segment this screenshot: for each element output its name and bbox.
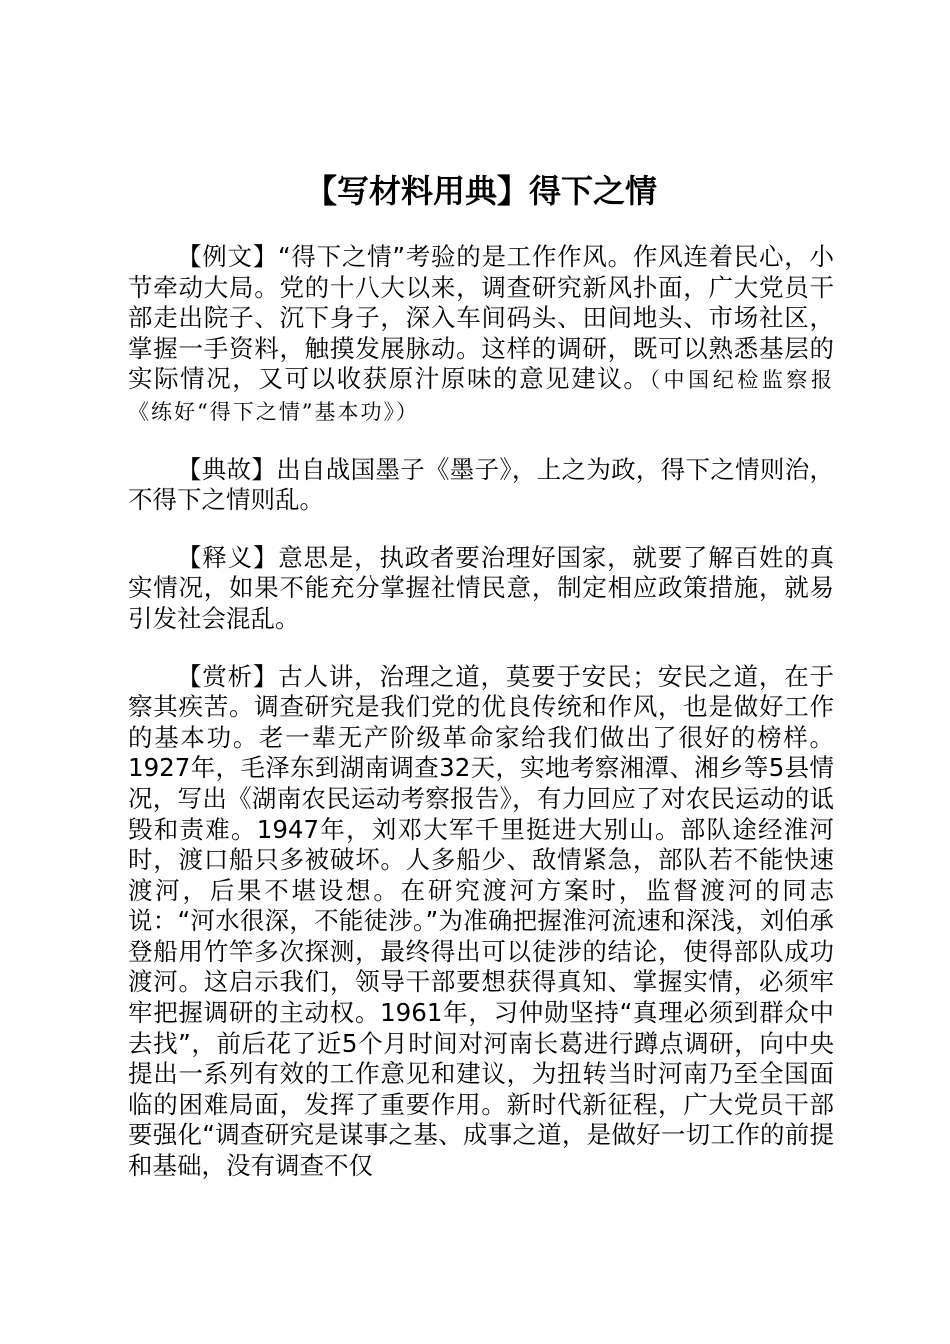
analysis-tag: 【赏析】 (177, 661, 279, 691)
example-source: （中国纪检监察报《练好“得下之情”基本功》） (128, 368, 835, 424)
example-tag: 【例文】 (177, 242, 278, 271)
meaning-paragraph (128, 543, 834, 635)
origin-text: 出自战国墨子《墨子》，上之为政，得下之情则治，不得下之情则乱。 (128, 454, 835, 515)
document-title: 【写材料用典】得下之情 (304, 172, 657, 210)
meaning-tag: 【释义】 (177, 542, 279, 572)
document-page (128, 0, 834, 1182)
example-paragraph (128, 242, 834, 428)
meaning-text: 意思是，执政者要治理好国家，就要了解百姓的真实情况，如果不能充分掌握社情民意，制定相应政策措施，就易引发社会混乱。 (128, 542, 835, 633)
example-text: “得下之情”考验的是工作作风。作风连着民心，小节牵动大局。党的十八大以来，调查研究新风扑面，广大党员干部走出院子、沉下身子，深入车间码头、田间地头、市场社区，掌握一手资料，触摸发展脉动。这样的调研，既可以熟悉基层的实际情况，又可以收获原汁原味的意见建议。 (128, 242, 835, 394)
analysis-text: 古人讲，治理之道，莫要于安民；安民之道，在于察其疾苦。调查研究是我们党的优良传统和作风，也是做好工作的基本功。老一辈无产阶级革命家给我们做出了很好的榜样。1927年，毛泽东到湖南调查32天，实地考察湘潭、湘乡等5县情况，写出《湖南农民运动考察报告》，有力回应了对农民运动的诋毁和责难。1947年，刘邓大军千里挺进大别山。部队途经淮河时，渡口船只多被破坏。人多船少、敌情紧急，部队若不能快速渡河，后果不堪设想。在研究渡河方案时，监督渡河的同志说：“河水很深，不能徒涉。”为准确把握淮河流速和深浅，刘伯承登船用竹竿多次探测，最终得出可以徒涉的结论，使得部队成功渡河。这启示我们，领导干部要想获得真知、掌握实情，必须牢牢把握调研的主动权。1961年，习仲勋坚持“真理必须到群众中去找”，前后花了近5个月时间对河南长葛进行蹲点调研，向中央提出一系列有效的工作意见和建议，为扭转当时河南乃至全国面临的困难局面，发挥了重要作用。新时代新征程，广大党员干部要强化“调查研究是谋事之基、成事之道，是做好一切工作的前提和基础，没有调查不仅 (128, 661, 835, 1181)
analysis-paragraph (128, 662, 834, 1182)
origin-paragraph (128, 455, 834, 516)
origin-tag: 【典故】 (177, 454, 277, 484)
